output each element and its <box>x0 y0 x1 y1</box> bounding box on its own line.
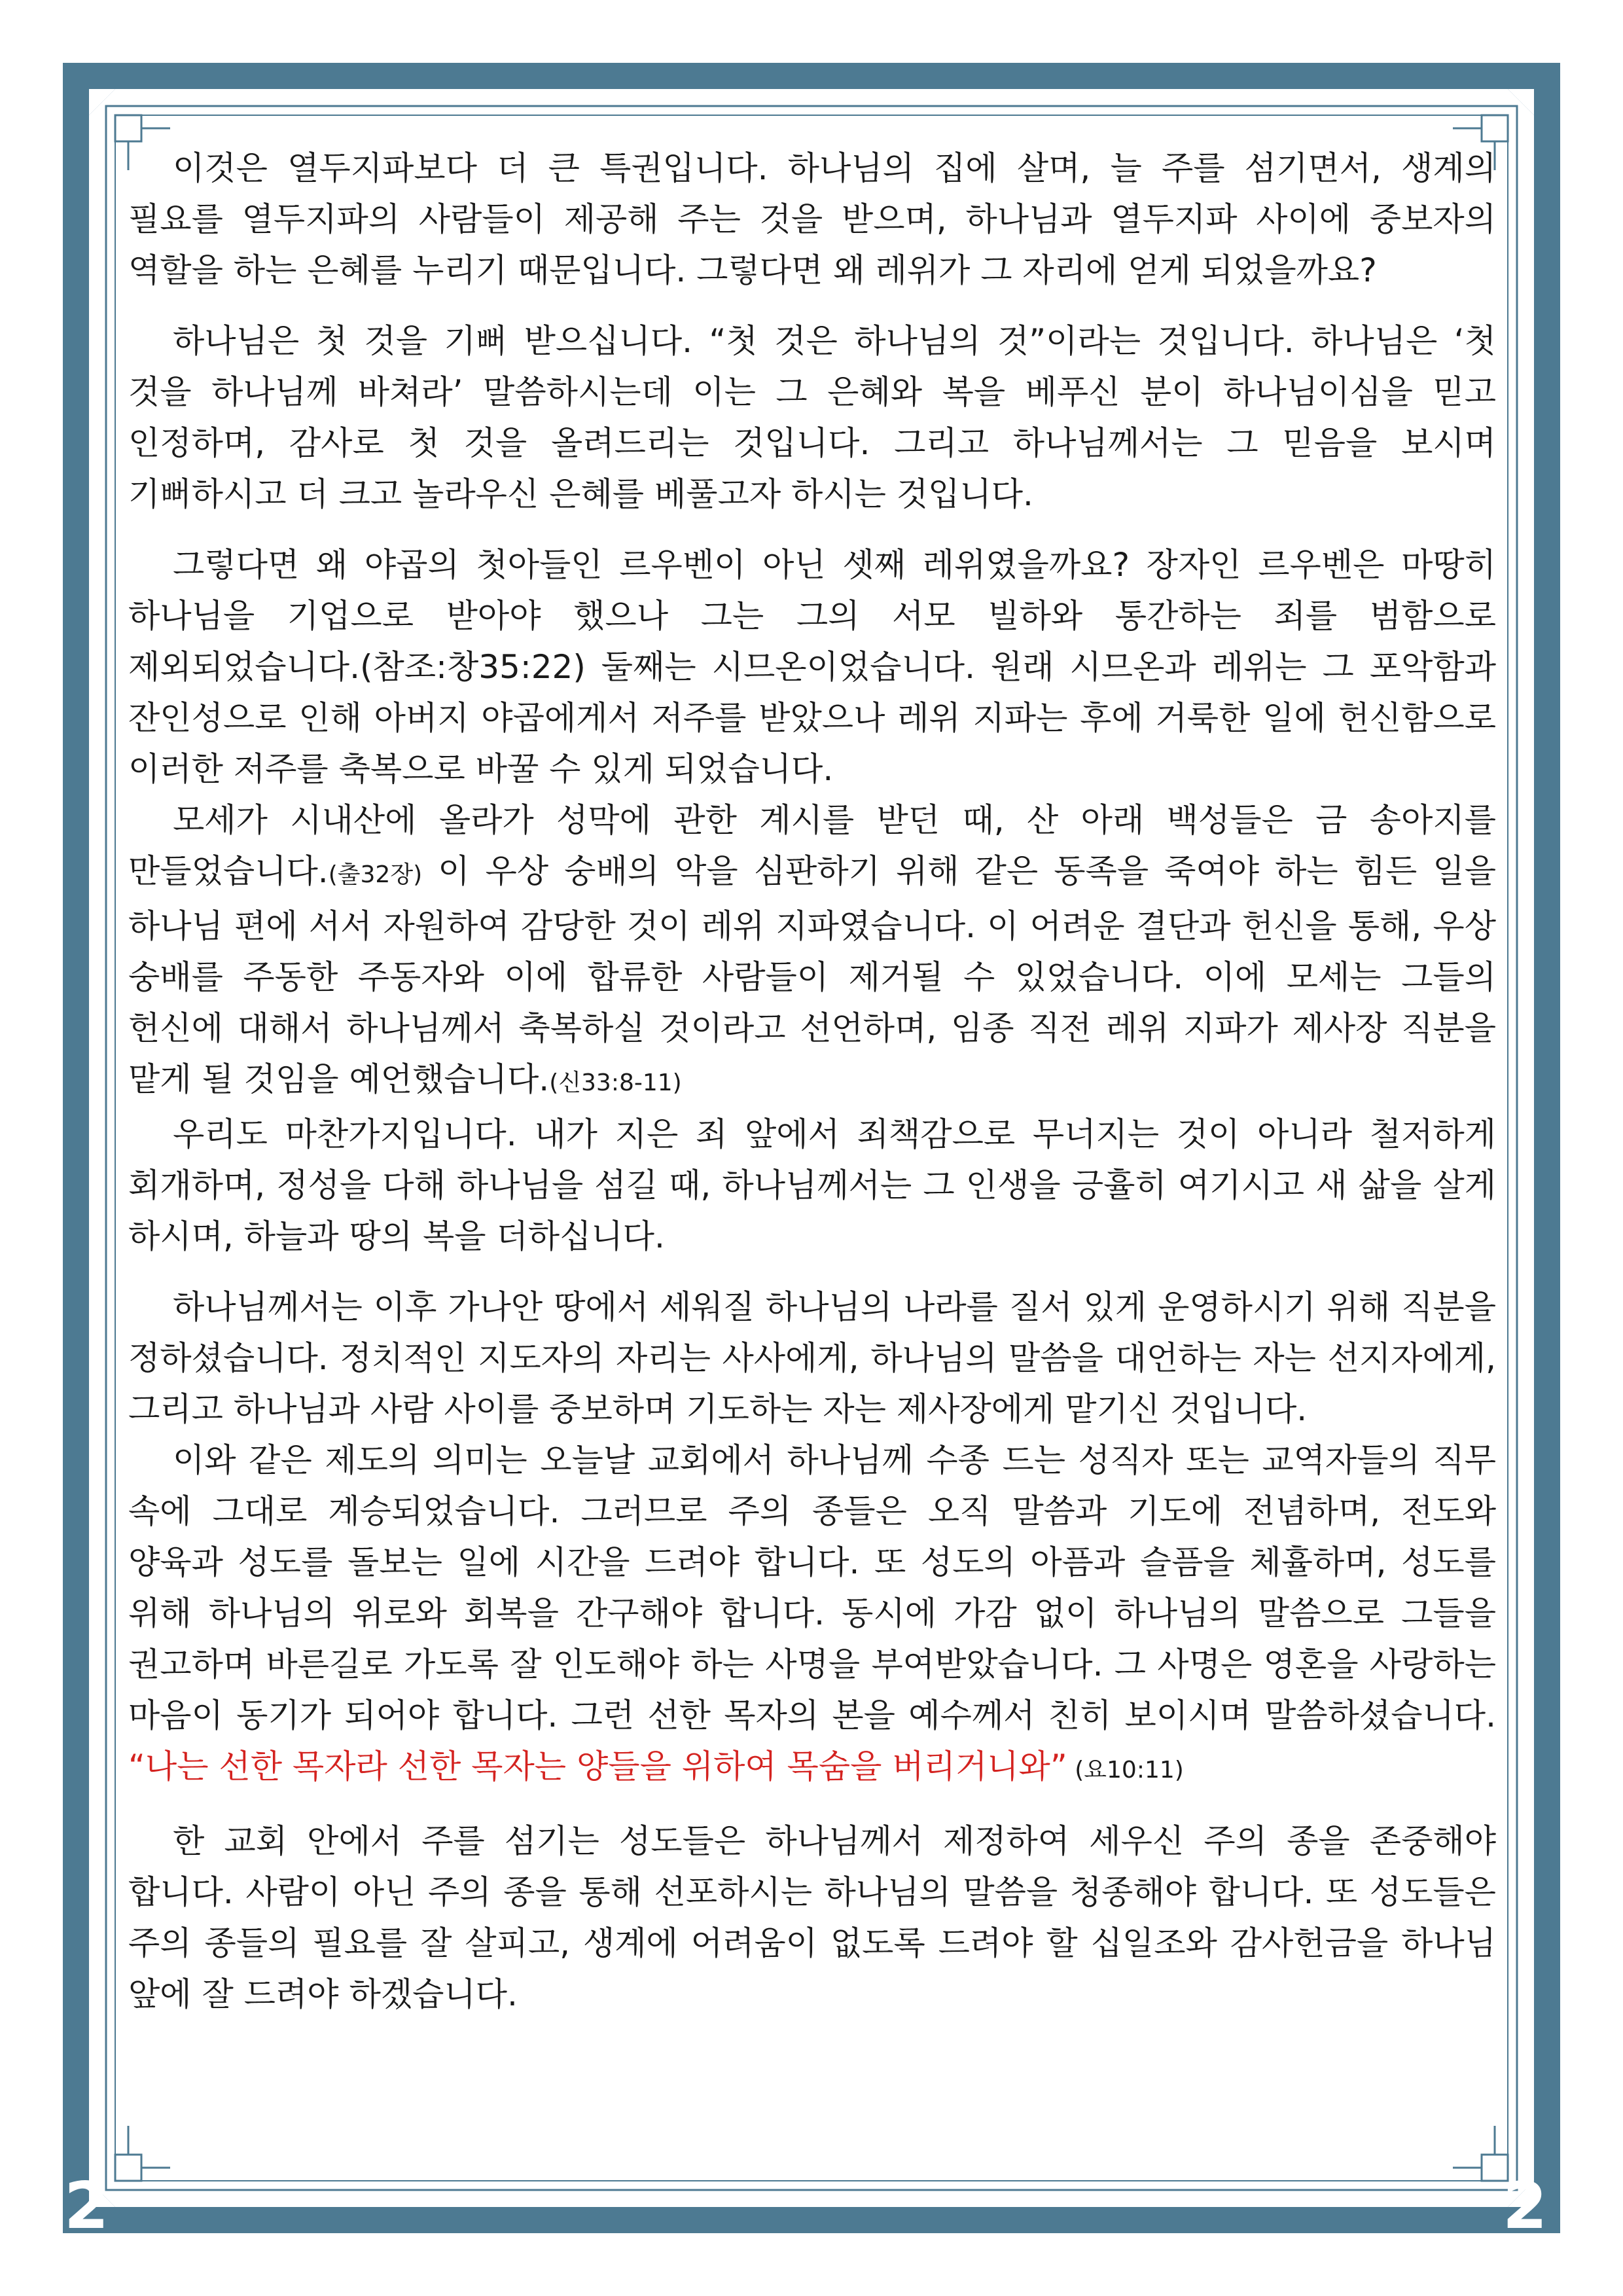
paragraph-3: 그렇다면 왜 야곱의 첫아들인 르우벤이 아닌 셋째 레위였을까요? 장자인 르우벤은 마땅히 하나님을 기업으로 받아야 했으나 그는 그의 서모 빌하와 통간하는 죄를 범함으로 제외되었습니다.(참조:창35:22) 둘째는 시므온이었습니다. 원래 시므온과 레위는 그 포악함과 잔인성으로 인해 아버지 야곱에게서 저주를 받았으나 레위 지파는 후에 거룩한 일에 헌신함으로 이러한 저주를 축복으로 바꿀 수 있게 되었습니다. <box>128 546 1496 788</box>
paragraph-2: 하나님은 첫 것을 기뻐 받으십니다. “첫 것은 하나님의 것”이라는 것입니다. 하나님은 ‘첫 것을 하나님께 바쳐라’ 말씀하시는데 이는 그 은혜와 복을 베푸신 분이 하나님이심을 믿고 인정하며, 감사로 첫 것을 올려드리는 것입니다. 그리고 하나님께서는 그 믿음을 보시며 기뻐하시고 더 크고 놀라우신 은혜를 베풀고자 하시는 것입니다. <box>128 322 1496 513</box>
scripture-reference: (신33:8-11) <box>549 1069 682 1096</box>
paragraph-5: 우리도 마찬가지입니다. 내가 지은 죄 앞에서 죄책감으로 무너지는 것이 아니라 철저하게 회개하며, 정성을 다해 하나님을 섬길 때, 하나님께서는 그 인생을 긍휼히 여기시고 새 삶을 살게 하시며, 하늘과 땅의 복을 더하십니다. <box>128 1115 1496 1255</box>
paragraph-4-text-a: 모세가 시내산에 올라가 성막에 관한 계시를 받던 때, 산 아래 백성들은 금 송아지를 만들었습니다. <box>128 801 1496 890</box>
page-number-right: 2 <box>1503 2169 1548 2244</box>
paragraph-1: 이것은 열두지파보다 더 큰 특권입니다. 하나님의 집에 살며, 늘 주를 섬기면서, 생계의 필요를 열두지파의 사람들이 제공해 주는 것을 받으며, 하나님과 열두지파 사이에 중보자의 역할을 하는 은혜를 누리기 때문입니다. 그렇다면 왜 레위가 그 자리에 얻게 되었을까요? <box>128 149 1496 289</box>
paragraph-6: 하나님께서는 이후 가나안 땅에서 세워질 하나님의 나라를 질서 있게 운영하시기 위해 직분을 정하셨습니다. 정치적인 지도자의 자리는 사사에게, 하나님의 말씀을 대언하는 자는 선지자에게, 그리고 하나님과 사람 사이를 중보하며 기도하는 자는 제사장에게 맡기신 것입니다. <box>128 1288 1496 1428</box>
paragraph-4 <box>128 795 1496 1109</box>
scripture-quote: “나는 선한 목자라 선한 목자는 양들을 위하여 목숨을 버리거니와” <box>128 1748 1067 1785</box>
paragraph-7 <box>128 1435 1496 1796</box>
paragraph-4-text-b: 이 우상 숭배의 악을 심판하기 위해 같은 동족을 죽여야 하는 힘든 일을 하나님 편에 서서 자원하여 감당한 것이 레위 지파였습니다. 이 어려운 결단과 헌신을 통해, 우상 숭배를 주동한 주동자와 이에 합류한 사람들이 제거될 수 있었습니다. 이에 모세는 그들의 헌신에 대해서 하나님께서 축복하실 것이라고 선언하며, 임종 직전 레위 지파가 제사장 직분을 맡게 될 것임을 예언했습니다. <box>128 852 1496 1098</box>
page-number-left: 2 <box>64 2169 109 2244</box>
paragraph-8: 한 교회 안에서 주를 섬기는 성도들은 하나님께서 제정하여 세우신 주의 종을 존중해야 합니다. 사람이 아닌 주의 종을 통해 선포하시는 하나님의 말씀을 청종해야 합니다. 또 성도들은 주의 종들의 필요를 잘 살피고, 생계에 어려움이 없도록 드려야 할 십일조와 감사헌금을 하나님 앞에 잘 드려야 하겠습니다. <box>128 1822 1496 2013</box>
paragraph-7-text: 이와 같은 제도의 의미는 오늘날 교회에서 하나님께 수종 드는 성직자 또는 교역자들의 직무 속에 그대로 계승되었습니다. 그러므로 주의 종들은 오직 말씀과 기도에 전념하며, 전도와 양육과 성도를 돌보는 일에 시간을 드려야 합니다. 또 성도의 아픔과 슬픔을 체휼하며, 성도를 위해 하나님의 위로와 회복을 간구해야 합니다. 동시에 가감 없이 하나님의 말씀으로 그들을 권고하며 바른길로 가도록 잘 인도해야 하는 사명을 부여받았습니다. 그 사명은 영혼을 사랑하는 마음이 동기가 되어야 합니다. 그런 선한 목자의 본을 예수께서 친히 보이시며 말씀하셨습니다. <box>128 1441 1496 1734</box>
scripture-reference: (요10:11) <box>1067 1757 1184 1784</box>
scripture-reference: (출32장) <box>328 861 423 888</box>
article-body <box>128 143 1496 2132</box>
